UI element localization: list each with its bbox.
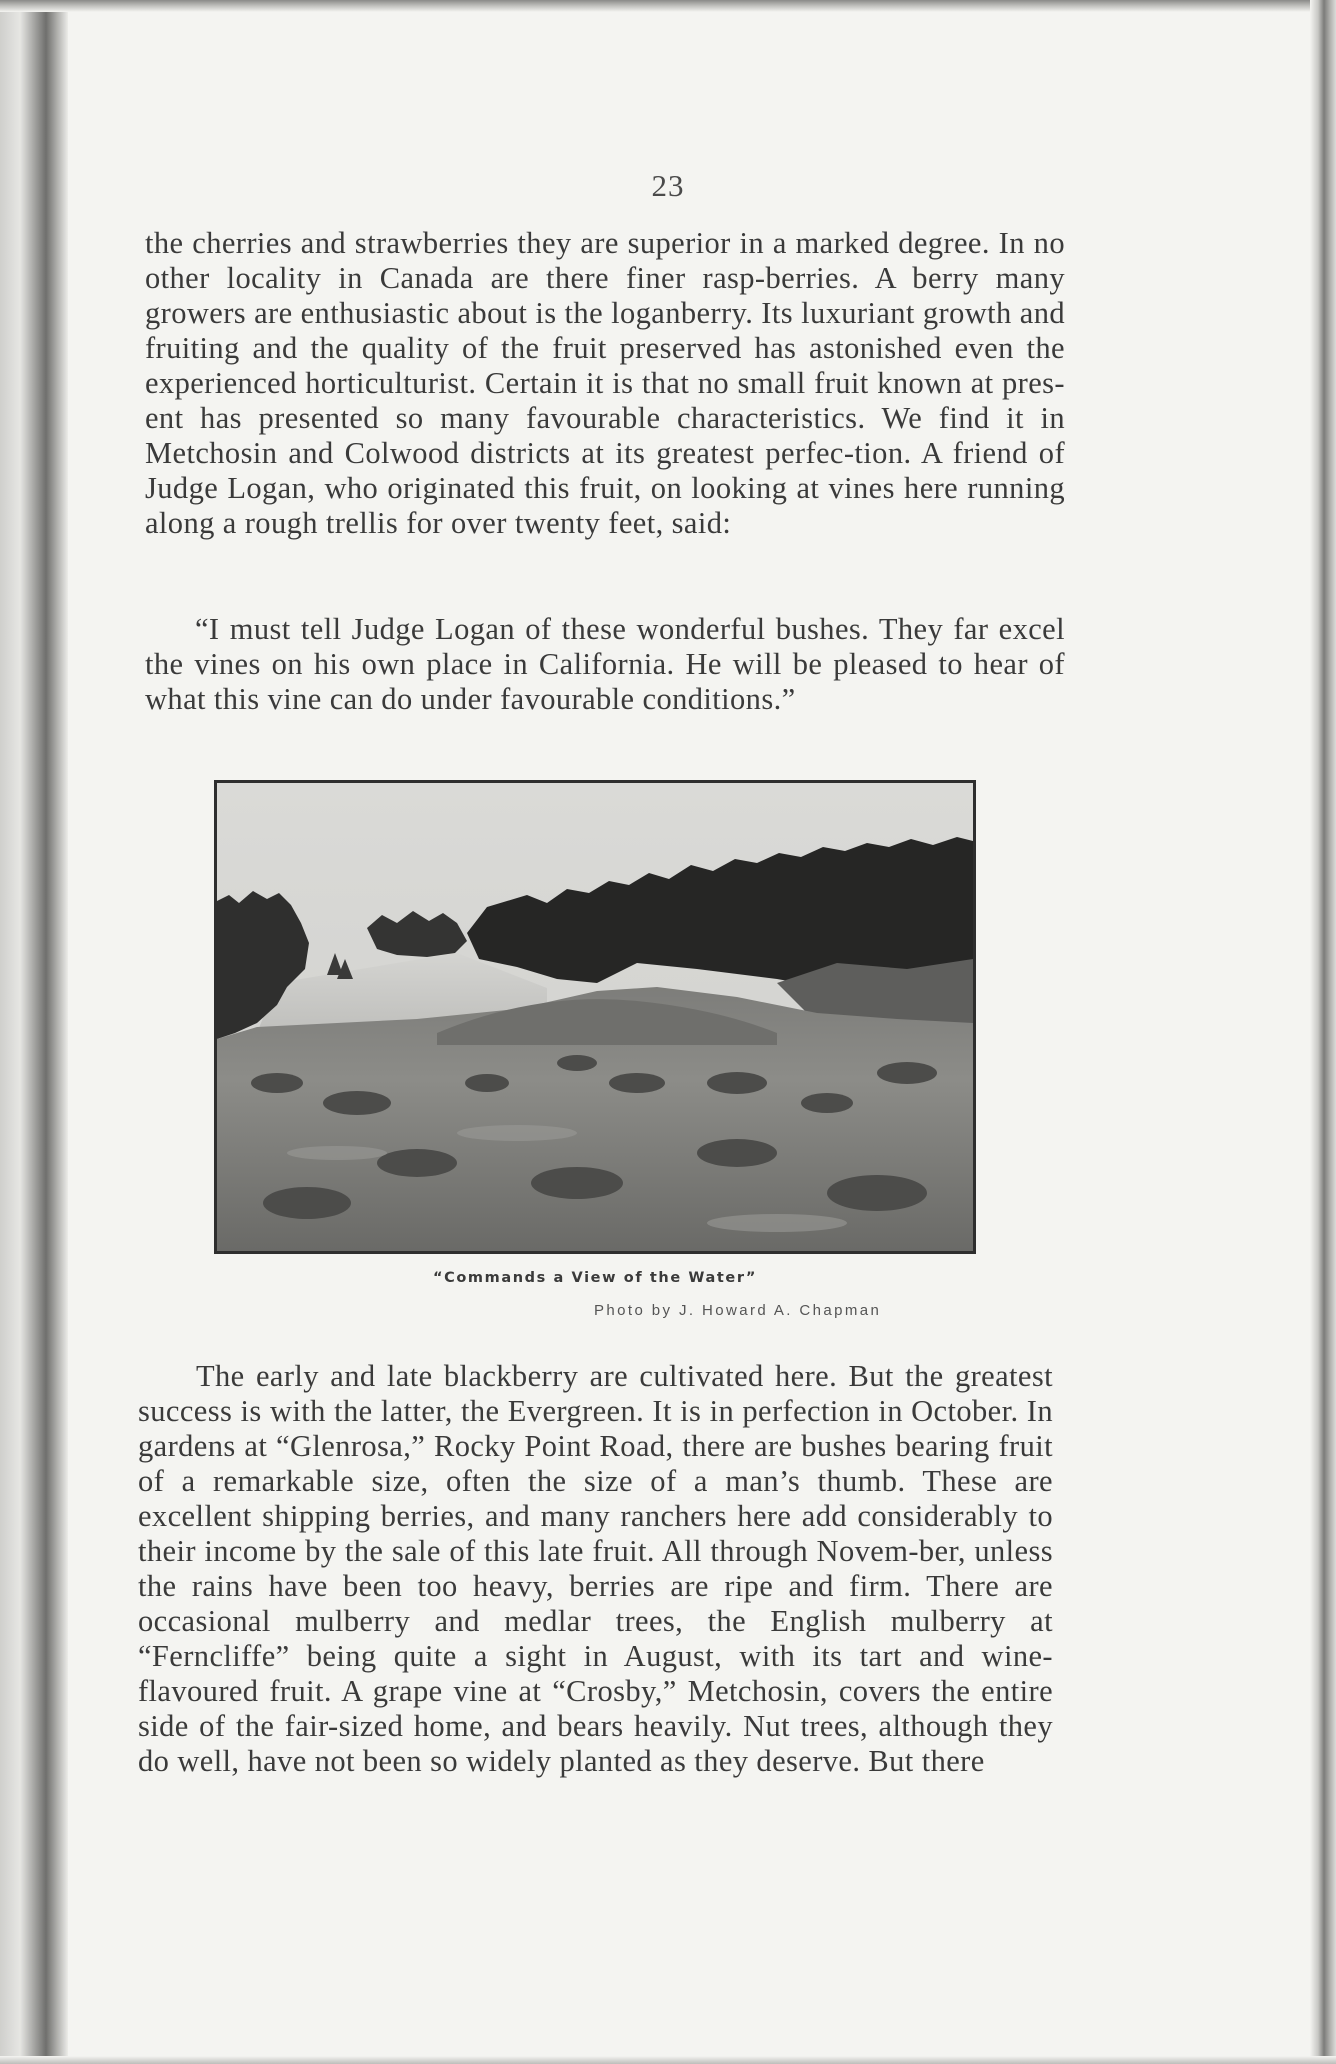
photo-caption: “Commands a View of the Water” xyxy=(433,1270,757,1286)
page-number: 23 xyxy=(651,168,685,203)
page-edge-bottom xyxy=(0,2056,1336,2064)
landscape-photograph xyxy=(214,780,976,1254)
quote-paragraph: “I must tell Judge Logan of these wonderful bushes. They far excel the vines on his own place in California. He will be pleased to hear of what this vine can do under favourable conditions.” xyxy=(145,612,1065,716)
page-edge-top xyxy=(0,0,1336,12)
photo-credit: Photo by J. Howard A. Chapman xyxy=(594,1302,882,1319)
body-paragraph-2: The early and late blackberry are cultivated here. But the greatest success is with the latter, the Evergreen. It is in perfection in October. In gardens at “Glenrosa,” Rocky Point Road, there are bushes bearing fruit of a remarkable size, often the size of a man’s thumb. These are excellent shipping berries, and many ranchers here add considerably to their income by the sale of this late fruit. All through Novem-ber, unless the rains have been too heavy, berries are ripe and firm. There are occasional mulberry and medlar trees, the English mulberry at “Ferncliffe” being quite a sight in August, with its tart and wine-flavoured fruit. A grape vine at “Crosby,” Metchosin, covers the entire side of the fair-sized home, and bears heavily. Nut trees, although they do well, have not been so widely planted as they deserve. But there xyxy=(138,1359,1053,1778)
body-paragraph-1: the cherries and strawberries they are superior in a marked degree. In no other locality in Canada are there finer rasp-berries. A berry many growers are enthusiastic about is the loganberry. Its luxuriant growth and fruiting and the quality of the fruit preserved has astonished even the experienced horticulturist. Certain it is that no small fruit known at pres-ent has presented so many favourable characteristics. We find it in Metchosin and Colwood districts at its greatest perfec-tion. A friend of Judge Logan, who originated this fruit, on looking at vines here running along a rough trellis for over twenty feet, said: xyxy=(145,226,1065,540)
landscape-photo-illustration xyxy=(217,783,973,1251)
book-binding-edge-left xyxy=(0,0,68,2064)
page-edge-right xyxy=(1310,0,1336,2064)
